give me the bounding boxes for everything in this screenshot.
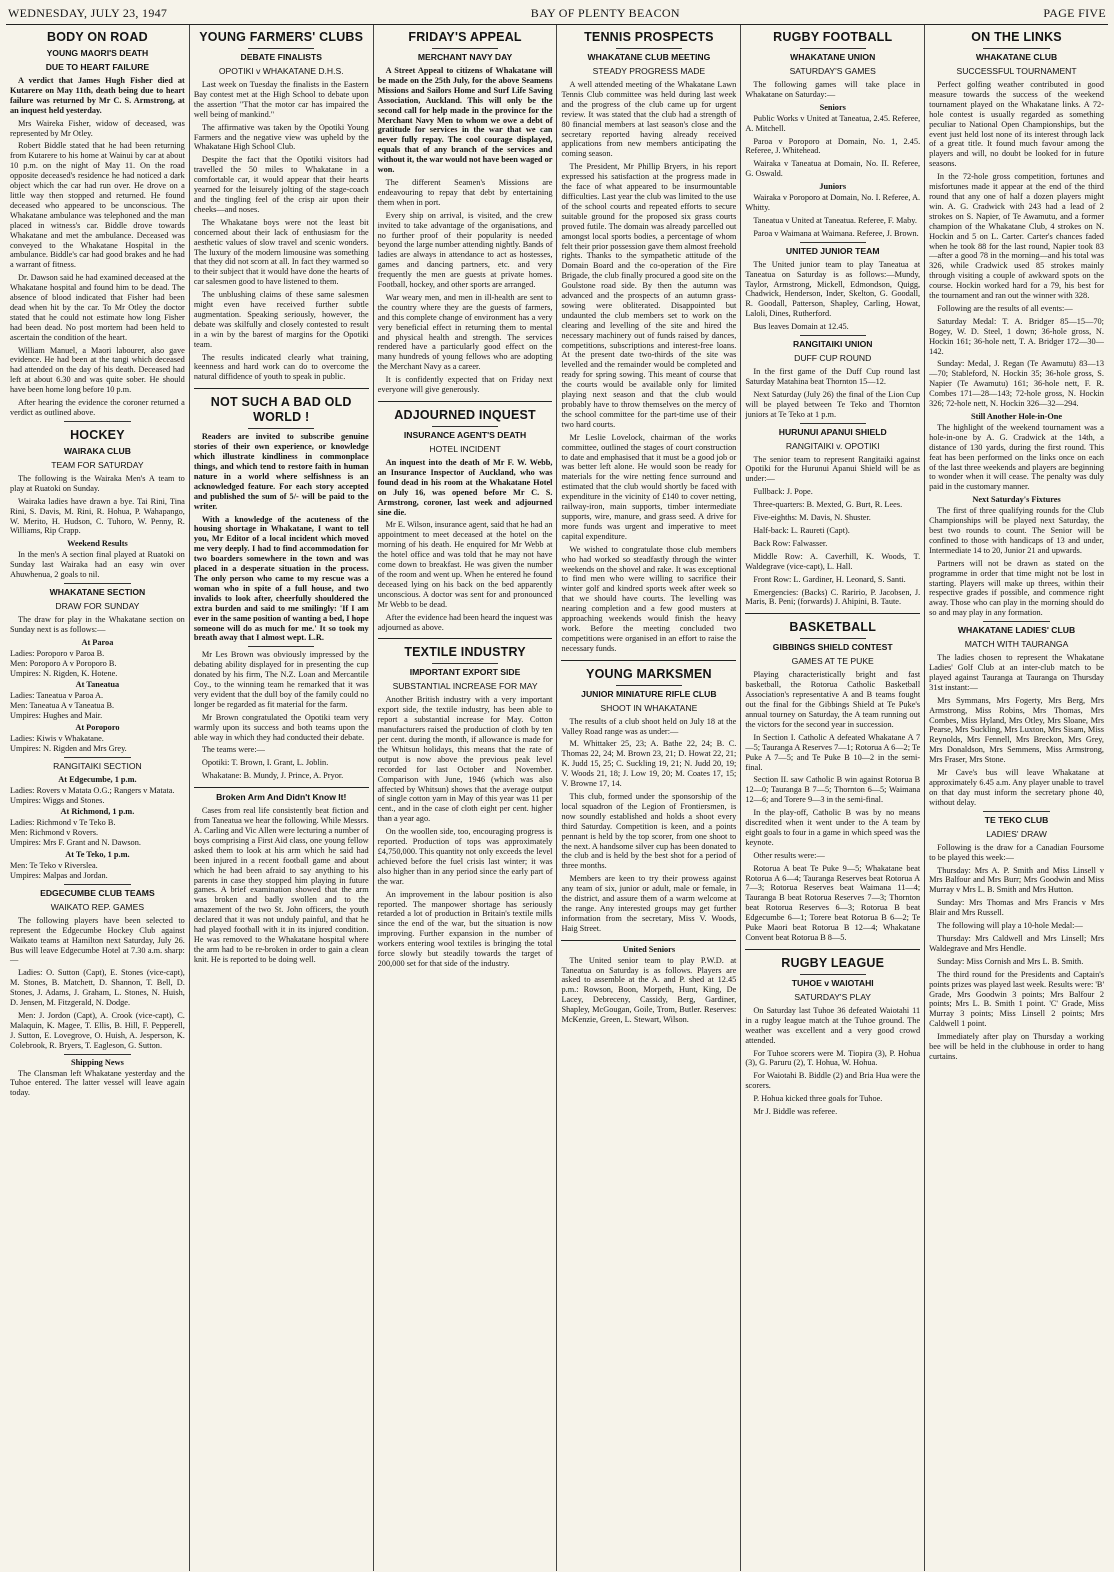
article-subheading: DEBATE FINALISTS [240,52,322,62]
article-subheading: WHAKATANE CLUB [975,52,1058,62]
body-paragraph: Mr Brown congratulated the Opotiki team very warmly upon its success and both teams upon the able way in which they had conducted their debate. [193,712,369,742]
columns [6,25,1108,1571]
body-paragraph: The different Seamen's Missions are endeavouring to repay that debt by entertaining them when in port. [377,177,553,207]
article-subheading: WHAKATANE SECTION [49,586,146,597]
article-headline: RUGBY FOOTBALL [773,30,893,44]
body-paragraph: Members are keen to try their prowess against any team of six, junior or adult, male or female, in the district, and assure them of a warm welcome at the range. Any interested groups may get further information from the secretary, Miss V. Woods, Haig Street. [561,874,737,933]
divider [64,583,130,584]
article-subheading: WHAKATANE UNION [790,52,876,62]
body-paragraph: Following is the draw for a Canadian Foursome to be played this week:— [929,842,1104,862]
body-paragraph: In Section I. Catholic A defeated Whakatane A 7—5; Tauranga A Reserves 7—1; Rotorua A 6—2; Te Puke A 7—5; and Te Puke B 10—2 in the semi-final. [745,732,921,772]
body-paragraph: Wairaka ladies have drawn a bye. Tai Rini, Tina Rini, S. Davis, M. Rini, R. Hohua, P. Wahapango, W. Merito, H. Hudson, C. Tuhoro, W. Penny, R. Williams, Rip Crapp. [10,496,185,536]
body-paragraph: Partners will not be drawn as stated on the programme in order that time might not be lost in starting. Players will make up threes, within their respective grades if possible, and commence right away. Those who can play in the morning should do so and may play in any formation. [929,558,1104,618]
page-number: PAGE FIVE [1043,6,1106,20]
article-subheading: GIBBINGS SHIELD CONTEST [772,642,893,653]
body-paragraph: Last week on Tuesday the finalists in the Eastern Bay contest met at the High School to debate upon the assertion "That the motor car has impaired the well being of mankind." [193,80,369,119]
list-line: Umpires: N. Rigden and Mrs Grey. [10,743,127,753]
column-1 [6,25,190,1571]
body-paragraph: Mrs Waireka Fisher, widow of deceased, was represented by Mr Otley. [10,118,185,138]
article-subheading: Broken Arm And Didn't Know It! [216,792,347,803]
body-paragraph: Robert Biddle stated that he had been returning from Kutarere to his home at Wainui by car at about 10 p.m. on the night of May 11. On the road opposite deceased's residence he had noticed a dark object which the car had run over. He drove on a little way then stopped and returned. He found deceased who appeared to be unconscious. The Whakatane ambulance was telephoned and the man placed in witness's car. Biddle drove towards Whakatane and met the ambulance. Deceased was conveyed to the Whakatane Hospital in the ambulance. Biddle's car had good brakes and he had a warrant of fitness. [10,141,185,270]
section-heading: Next Saturday's Fixtures [972,495,1061,505]
body-paragraph: This club, formed under the sponsorship of the local squadron of the Legion of Frontiersmen, is now soundly established and holds a shoot every third Saturday. Competition is keen, and a points pennant is held by the top scorer, from one shoot to the next. A handsome silver cup has been donated to the club and is held by the best shot for a period of three months. [561,792,737,871]
list-line: Umpires: Mrs F. Grant and N. Dawson. [10,838,141,848]
article-subheading: DRAW FOR SUNDAY [55,600,140,611]
article-subheading: WAIKATO REP. GAMES [50,901,145,912]
body-paragraph: Mr Cave's bus will leave Whakatane at approximately 6.45 a.m. Any player unable to travel on that day must inform the secretary phone 40, without delay. [929,768,1104,807]
divider [248,646,314,647]
list-line: Ladies: Taneatua v Paroa A. [10,691,104,701]
body-paragraph: The following players have been selected to represent the Edgecumbe Hockey Club against Waikato teams at Hamilton next Saturday, July 26. Bus will leave Edgecumbe Hotel at 7.30 a.m. sharp:— [10,915,185,965]
article-subheading: RANGITAIKI SECTION [53,760,142,771]
body-paragraph: The teams were:— [201,745,265,755]
body-paragraph: Wairaka v Taneatua at Domain, No. II. Referee, G. Oswald. [745,159,921,179]
lead-paragraph: A verdict that James Hugh Fisher died at Kutarere on May 11th, death being due to heart failure was returned by Mr C. S. Armstrong, at an inquest held yesterday. [10,76,185,115]
list-line: Ladies: Poroporo v Paroa B. [10,648,105,658]
list-line: Umpires: Hughes and Mair. [10,711,103,721]
divider [432,663,498,664]
divider [194,388,369,389]
body-paragraph: Other results were:— [753,850,825,860]
article-subheading: MERCHANT NAVY DAY [417,52,513,62]
divider [378,638,553,639]
body-paragraph: Mr E. Wilson, insurance agent, said that he had an appointment to meet deceased at the hotel on the morning of his death. He enquired for Mr Webb at the hotel office and was told that he may not have come down to breakfast. He was given the number of the room and went up. When he entered he found deceased lying on his back on the bed apparently unconscious. A doctor was sent for and pronounced Mr Webb to be dead. [377,520,553,609]
body-paragraph: Back Row: Falwasser. [753,538,828,548]
article-subheading: RANGITAIKI UNION [792,339,873,350]
body-paragraph: The President, Mr Phillip Bryers, in his report expressed his satisfaction at the progress made in the face of what appeared to be insurmountable difficulties. Last year the club was limited to the use of the school courts and repeated efforts to secure suitable ground for the proposed six grass courts proved futile. The domain was already parcelled out amongst local sports bodies, a percentage of whom felt their prior possession gave them almost freehold rights. Thanks to the sympathetic attitude of the Domain Board and the co-operation of the Fire Brigade, the club finally procured a good site on the Goulstone road side. By then the autumn was advanced and the prospects of an autumn grass-sowing were obliterated. Disappointed but undaunted the club members set to work on the clearing and levelling of the site and hired the necessary machinery out of funds raised by dances, competitions, subscriptions and interest-free loans. At the present date two-thirds of the site was levelled and the remainder would be completed and ready for spring sowing. This meant of course that the courts would be available only for limited playing next season and that the club would probably have to throw themselves on the mercy of the school committee for the part-time use of their two hard courts. [561,162,737,429]
body-paragraph: Playing characteristically bright and fast basketball, the Rotorua Catholic Basketball Association's representative A and B teams fought out the final for the Gibbings Shield at Te Puke's annual tourney on Saturday, the A team running out the victors for the second year in succession. [745,670,921,729]
section-heading: At Edgecumbe, 1 p.m. [58,774,137,784]
body-paragraph: Dr. Dawson said he had examined deceased at the Whakatane hospital and found him to be dead. The absence of blood indicated that Fisher had been dead when hit by the car. To Mr Otley the doctor stated that he could not estimate how long Fisher had been dead. No post mortem had been held to ascertain the condition of the heart. [10,273,185,342]
body-paragraph: The United senior team to play P.W.D. at Taneatua on Saturday is as follows. Players are asked to assemble at the A. and P. shed at 12.45 p.m.: Rowson, Boon, Morpeth, Hunt, King, De Lacey, Debreceny, Cassidy, Berg, Gardiner, Shapley, McGougan, Goile, Trom, Butler. Reserves: McKenzie, Green, L. Stewart, Wilson. [561,955,737,1025]
body-paragraph: The ladies chosen to represent the Whakatane Ladies' Golf Club at an inter-club match to be played against Tauranga at Tauranga on Thursday 31st instant:— [929,653,1104,692]
body-paragraph: Taneatua v United at Taneatua. Referee, F. Maby. [753,215,917,225]
body-paragraph: An improvement in the labour position is also reported. The manpower shortage has seriously retarded a lot of production in Britain's textile mills since the end of the war, but the situation is now improving. Further expansion in the number of workers entering wool textiles is bringing the total force slowly but steadily towards the target of 200,000 set for that side of the industry. [377,889,553,968]
body-paragraph: The first of three qualifying rounds for the Club Championships will be played next Saturday, the best two rounds to count. The Senior will be confined to those with handicaps of 13 and under, Intermediate 14 to 20, Junior 21 and upwards. [929,506,1104,555]
body-paragraph: William Manuel, a Maori labourer, also gave evidence. He had been at the tangi which deceased had attended on the day of his death. Deceased had left at about 6.30 and was quite sober. He should have been home long before 10 p.m. [10,345,185,395]
article-subheading: SUCCESSFUL TOURNAMENT [956,66,1077,76]
article-subheading: SHOOT IN WHAKATANE [600,702,698,713]
section-heading: United Seniors [622,944,676,954]
list-line: Ladies: Rovers v Matata O.G.; Rangers v Matata. [10,785,175,795]
body-paragraph: Mrs Symmans, Mrs Fogerty, Mrs Berg, Mrs Armstrong, Miss Robins, Mrs Thomas, Mrs Combes, Miss Hyland, Mrs Otley, Mrs Sloane, Mrs Pearse, Mrs Suckling, Mrs Luxton, Mrs Sisam, Miss Reynolds, Mrs Fennell, Mrs Breckon, Mrs Grey, Mrs Donaldson, Mrs Semmens, Miss Armstrong, Mrs Fraser, Mrs Stone. [929,695,1104,765]
list-line: Men: Taneatua A v Taneatua B. [10,701,115,711]
article-subheading: LADIES' DRAW [986,828,1047,839]
body-paragraph: Despite the fact that the Opotiki visitors had travelled the 50 miles to Whakatane in a comfortable car, it would appear that their hearts yearned for the leisurely jolting of the stage-coach and the tingling feel of the crisp air upon their cheeks—and noses. [193,155,369,214]
divider [800,335,866,336]
section-heading: At Richmond, 1 p.m. [60,807,135,817]
lead-paragraph: With a knowledge of the acuteness of the housing shortage in Whakatane, I want to tell you, Mr Editor of a local incident which moved me very deeply. I had to find accommodation for two boarders somewhere in the town and was placed in a desperate situation in the process. The only person who came to my rescue was a woman who in spite of a full house, and two invalids to look after, cheerfully shouldered the extra burden and said to me smilingly: 'If I am ever in the same position of wanting a bed, I hope someone will do as much for me.' It so took my breath away that I almost wept. L.R. [193,514,369,643]
list-line: Umpires: N. Rigden, K. Hotene. [10,668,118,678]
list-line: Umpires: Malpas and Jordan. [10,870,108,880]
body-paragraph: M. Whittaker 25, 23; A. Bathe 22, 24; B. C. Thomas 22, 24; M. Brown 23, 21; D. Howat 22, 21; K. Judd 15, 25; C. Suckling 19, 21; N. Judd 20, 19; V. Woods 21, 18; J. Low 19, 20; M. Coates 17, 15; V. Browne 17, 14. [561,739,737,789]
body-paragraph: Immediately after play on Thursday a working bee will be held in the clubhouse in order to hang curtains. [929,1032,1104,1061]
body-paragraph: After hearing the evidence the coroner returned a verdict as outlined above. [10,398,185,417]
body-paragraph: Sunday: Medal, J. Regan (Te Awamutu) 83—13—70; Stableford, N. Hockin 35; 36-hole gross, S. Napier (Te Awamutu) 161; 36-hole nett, F. R. Combes 171—28—143; 72-hole gross, N. Hockin 326; 72-hole nett, N. Hockin 326—32—294. [929,359,1104,409]
article-subheading: RANGITAIKI v. OPOTIKI [785,440,880,451]
article-subheading: TUHOE v WAIOTAHI [791,977,874,988]
section-heading: Seniors [819,102,846,112]
body-paragraph: We wished to congratulate those club members who had worked so steadfastly through the winter weekends on the shovel and rake. It was exceptional to find men who were willing to sacrifice their winter golf and kindred sports week after week so that we should have courts. The levelling was nearing completion and a few good musters at approaching weekends would finish the heavy work. Before the meeting concluded two competitions were organised in an effort to raise the necessary funds. [561,544,737,653]
body-paragraph: Three-quarters: B. Mexted, G. Burt, R. Lees. [753,500,903,510]
body-paragraph: Wairaka v Poroporo at Domain, No. I. Referee, A. Whitty. [745,193,921,212]
divider [248,428,314,429]
article-subheading: STEADY PROGRESS MADE [592,66,706,76]
body-paragraph: The third round for the Presidents and Captain's points prizes was played last week. Results were: 'B' Grade, Mrs Goodwin 3 points; Mrs Balfour 2 points; Mrs L. B. Smith 1 point. 'C' Grade, Miss Murray 3 points; Miss Linsell 2 points; Mrs Caldwell 1 point. [929,969,1104,1029]
body-paragraph: The draw for play in the Whakatane section on Sunday next is as follows:— [10,614,185,634]
divider [983,48,1049,49]
body-paragraph: It is confidently expected that on Friday next everyone will give generously. [377,375,553,395]
body-paragraph: Paroa v Waimana at Waimana. Referee, J. Brown. [753,228,919,238]
body-paragraph: Cases from real life consistently beat fiction and from Taneatua we hear the following. While Messrs. A. Carling and Vic Allen were lecturing a number of boys comprising a First Aid class, one young fellow asked them to look at his arm which he said had been injured in a recent football game and about which he had been afraid to say anything to his parents in case they stopped him playing in future games. A brief examination showed that the arm was broken and badly swollen and to the amazement of the two St. John officers, the youth declared that it was not unduly painful, and that he had played football with it in its injured condition. He was removed to the Whakatane hospital where the arm had to be re-broken in order to gain a clean knit. He is reported to be doing well. [193,806,369,964]
article-headline: YOUNG MARKSMEN [586,666,712,681]
body-paragraph: The unblushing claims of these same salesmen might even have received further subtle augmentation. Speaking seriously, however, the debate was skilfully and closely contested to result in a win by the barest of margins for the Opotiki team. [193,290,369,349]
article-headline: ON THE LINKS [971,30,1062,44]
body-paragraph: Half-back: L. Raureti (Capt). [753,526,850,535]
section-heading: At Paroa [81,637,114,647]
list-line: Umpires: Wiggs and Stones. [10,795,105,805]
body-paragraph: Opotiki: T. Brown, I. Grant, L. Joblin. [201,758,329,768]
body-paragraph: The following is the Wairaka Men's A team to play at Ruatoki on Sunday. [10,473,185,493]
body-paragraph: In the men's A section final played at Ruatoki on Sunday last Wairaka had an easy win over Ahuwhenua, 2 goals to nil. [10,550,185,580]
body-paragraph: War weary men, and men in ill-health are sent to the country where they are the guests of farmers, and this complete change of environment has a very very beneficial effect in returning them to mental and physical health and strength. The services rendered have a particularly good effect on the many hundreds of young fellows who are adopting the Merchant Navy as a career. [377,292,553,372]
divider [983,811,1049,812]
article-subheading: SATURDAY'S PLAY [794,991,872,1002]
body-paragraph: The affirmative was taken by the Opotiki Young Farmers and the negative view was upheld by the Whakatane High School Club. [193,122,369,152]
body-paragraph: The Whakatane boys were not the least bit concerned about their lack of enthusiasm for the aesthetic values of slow travel and scenic wonders. The luxury of the modern limousine was something that they did not scorn at all. In fact they warmed so to their subject that it would have done the hearts of car salesmen good to have listened to them. [193,217,369,287]
divider [64,757,130,758]
body-paragraph: P. Hohua kicked three goals for Tuhoe. [753,1094,883,1104]
list-line: Men: Te Teko v Riverslea. [10,861,98,870]
divider [800,638,866,639]
body-paragraph: For Tuhoe scorers were M. Tiopira (3), P. Hohua (3), G. Paruru (2), T. Hohua, W. Hohua. [745,1048,921,1068]
section-heading: At Poroporo [75,723,120,733]
body-paragraph: The results indicated clearly what training, keenness and hard work can do to overcome the natural diffidence of youth to speak in public. [193,352,369,382]
divider [432,426,498,427]
body-paragraph: After the evidence had been heard the inquest was adjourned as above. [377,612,553,632]
list-line: Men: Richmond v Rovers. [10,828,99,838]
divider [248,48,314,49]
newspaper-title: BAY OF PLENTY BEACON [530,6,680,20]
body-paragraph: The following will play a 10-hole Medal:— [937,921,1083,931]
body-paragraph: Mr Leslie Lovelock, chairman of the works committee, outlined the stages of court construction to date and emphasised that it must be a good job or was better left alone. He would soon be ready for materials for the wire netting fence surround and estimated that the club would shortly be faced with expenditure in the vicinity of £140 to cover netting, railway-iron, main supports, timber intermediate supports, wire, manure, and grass seed. A drive for more funds was urgent and imperative to meet capital expenditure. [561,432,737,541]
section-heading: At Te Teko, 1 p.m. [65,850,130,860]
body-paragraph: Saturday Medal: T. A. Bridger 85—15—70; Bogey, W. D. Steel, 1 down; 36-hole gross, N. Hockin 161; 36-hole nett, T. A. Bridger 172—30—142. [929,316,1104,356]
column-3 [374,25,558,1571]
list-line: Men: Poroporo A v Poroporo B. [10,658,117,668]
article-subheading: EDGECUMBE CLUB TEAMS [40,887,155,898]
body-paragraph: Following are the results of all events:— [937,303,1073,313]
body-paragraph: The highlight of the weekend tournament was a hole-in-one by A. G. Cradwick at the 14th, a distance of 130 yards, during the first round. This feat has been performed on the links once on each of the last three weekends and players are beginning to wonder when it will cease. The penalty was duly paid in the customary manner. [929,422,1104,492]
divider [800,242,866,243]
article-headline: BODY ON ROAD [47,30,148,44]
article-subheading: JUNIOR MINIATURE RIFLE CLUB [581,688,717,699]
divider [194,787,369,788]
body-paragraph: The senior team to represent Rangitaiki against Opotiki for the Hurunui Apanui Shield will be as under:— [745,454,921,484]
article-headline: ADJOURNED INQUEST [394,408,536,422]
article-subheading: UNITED JUNIOR TEAM [785,245,880,256]
divider [561,940,736,941]
article-subheading: WHAKATANE LADIES' CLUB [957,625,1076,636]
divider [800,423,866,424]
article-subheading: HURUNUI APANUI SHIELD [778,426,887,437]
column-4 [557,25,741,1571]
body-paragraph: Sunday: Miss Cornish and Mrs L. B. Smith. [937,956,1084,966]
column-5 [741,25,925,1571]
body-paragraph: Five-eighths: M. Davis, N. Shuster. [753,513,871,523]
article-headline: TEXTILE INDUSTRY [404,645,526,660]
divider [432,48,498,49]
body-paragraph: Paroa v Poroporo at Domain, No. 1, 2.45. Referee, J. Whitehead. [745,136,921,156]
divider [561,660,736,661]
masthead [6,6,1108,25]
divider [800,974,866,975]
body-paragraph: Next Saturday (July 26) the final of the Lion Cup will be played between Te Teko and Thornton juniors at Te Teko at 1 p.m. [745,389,921,419]
body-paragraph: Whakatane: B. Mundy, J. Prince, A. Pryor. [201,771,344,781]
lead-paragraph: Readers are invited to subscribe genuine stories of their own experience, or knowledge which illustrate kindliness in commonplace things, and which tend to restore faith in human nature in a world where selfishness is an acknowledged feature. For each story accepted and published the sum of 5/- will be paid to the writer. [193,432,369,511]
issue-date: WEDNESDAY, JULY 23, 1947 [8,6,168,20]
article-headline: FRIDAY'S APPEAL [408,30,522,44]
article-subheading: YOUNG MAORI'S DEATH [46,48,149,58]
divider [616,48,682,49]
article-subheading: WHAKATANE CLUB MEETING [587,52,711,62]
article-headline: RUGBY LEAGUE [781,955,885,970]
body-paragraph: For Waiotahi B. Biddle (2) and Bria Hua were the scorers. [745,1071,921,1091]
divider [745,613,920,614]
article-headline: NOT SUCH A BAD OLD WORLD ! [210,395,352,425]
article-subheading: DUE TO HEART FAILURE [45,62,150,72]
article-subheading: DUFF CUP ROUND [794,353,872,364]
column-2 [190,25,374,1571]
article-subheading: OPOTIKI v WHAKATANE D.H.S. [218,66,344,76]
article-subheading: TEAM FOR SATURDAY [51,459,144,470]
divider [800,48,866,49]
body-paragraph: Another British industry with a very important export side, the textile industry, has been able to report a substantial increase for May. Cotton manufacturers raised the production of cloth by ten per cent. during the month, if allowance is made for the Whitsun holidays, this means that the rate of output is now above the previous peak level recorded for last October and November. Comparison with June, 1946 (which was also affected by Whitsun) shows that the average output of single cotton yarn in May of this year was 11 per cent., and in the case of cloth eight per cent. higher than a year ago. [377,695,553,824]
section-heading: Shipping News [71,1057,124,1067]
divider [64,1054,130,1055]
body-paragraph: Men: J. Jordon (Capt), A. Crook (vice-capt), C. Malaquin, K. Magee, T. Ellis, B. Hill, F. Pepperell, J. Sutton, E. Lovegrove, O. Huish, A. Jesperson, K. Colebrook, R. Bryers, T. Eagleson, G. Sutton. [10,1010,185,1050]
body-paragraph: Front Row: L. Gardiner, H. Leonard, S. Santi. [753,574,906,584]
divider [616,685,682,686]
body-paragraph: Bus leaves Domain at 12.45. [753,322,849,332]
body-paragraph: Mr J. Biddle was referee. [753,1107,838,1117]
article-subheading: SUBSTANTIAL INCREASE FOR MAY [392,681,538,692]
body-paragraph: Sunday: Mrs Thomas and Mrs Francis v Mrs Blair and Mrs Russell. [929,898,1104,918]
article-subheading: GAMES AT TE PUKE [791,656,874,667]
body-paragraph: In the play-off, Catholic B was by no means discredited when it went under to the A team by eight goals to four in a game in which speed was the keynote. [745,808,921,847]
article-headline: YOUNG FARMERS' CLUBS [199,30,364,44]
divider [745,949,920,950]
lead-paragraph: A Street Appeal to citizens of Whakatane will be made on the 25th July, for the above Seamens Missions and Sailors Home and Surf Life Saving Association, Auckland. This will only be the second call for help made in the province for the Merchant Navy Men to whom we owe a debt of gratitude for services in the war that we can never fully repay. The cool courage displayed, equals that of any branch of the services and without it, the war would not have been waged or won. [377,66,553,175]
body-paragraph: Middle Row: A. Caverhill, K. Woods, T. Waldegrave (vice-capt), L. Hall. [745,551,921,571]
body-paragraph: In the first game of the Duff Cup round last Saturday Matahina beat Thornton 15—12. [745,367,921,386]
body-paragraph: Section II. saw Catholic B win against Rotorua B 12—0; Tauranga B 7—5; Thornton 6—5; Waimana 12—6; and Torere 9—3 in the semi-final. [745,775,921,805]
section-heading: At Taneatua [75,680,120,690]
body-paragraph: Emergencies: (Backs) C. Raririo, P. Jacobsen, J. Maris, B. Peni; (forwards) J. Ahipini, B. Taute. [745,587,921,607]
divider [983,621,1049,622]
body-paragraph: Thursday: Mrs A. P. Smith and Miss Linsell v Mrs Balfour and Mrs Burr; Mrs Goodwin and Miss Murray v Mrs L. B. Smith and Mrs Hutton. [929,865,1104,895]
article-subheading: TE TEKO CLUB [984,814,1049,825]
column-6 [925,25,1108,1571]
list-line: Ladies: Richmond v Te Teko B. [10,818,116,828]
divider [64,884,130,885]
section-heading: Weekend Results [67,539,128,549]
article-subheading: WAIRAKA CLUB [63,445,131,456]
divider [378,401,553,402]
section-heading: Juniors [819,182,847,192]
body-paragraph: On the woollen side, too, encouraging progress is reported. Production of tops was approximately £4,750,000. This quantity not only exceeds the level achieved before the fuel crisis last winter; it was also higher than in any period since the early part of the war. [377,827,553,886]
body-paragraph: The Clansman left Whakatane yesterday and the Tuhoe entered. The latter vessel will leave again today. [10,1068,185,1098]
article-subheading: SATURDAY'S GAMES [789,66,876,76]
article-subheading: INSURANCE AGENT'S DEATH [403,430,527,440]
body-paragraph: Perfect golfing weather contributed in good measure towards the success of the weekend tournament played on the Whakatane links. A 72-hole contest is usually regarded as something peculiar to National Open Championships, but the event just held lost none of its interest through lack of a great title. It found much favour among the players and will, no doubt be looked for in future seasons. [929,80,1104,169]
body-paragraph: Thursday: Mrs Caldwell and Mrs Linsell; Mrs Waldegrave and Mrs Hendle. [929,933,1104,953]
article-headline: BASKETBALL [789,620,877,635]
body-paragraph: Every ship on arrival, is visited, and the crew invited to take advantage of the organisations, and no further proof of their popularity is needed beyond the large number attending nightly. Bands of ladies are always in attendance to act as hostesses, games and dancing partners, etc. and very frequently the men are guests at private homes. Football, hockey, and other sports are arranged. [377,210,553,290]
article-subheading: MATCH WITH TAURANGA [964,639,1069,650]
body-paragraph: Mr Les Brown was obviously impressed by the debating ability displayed for in presenting the cup donated by his firm, The N.Z. Loan and Mercantile Coy., to the winning team he remarked that it was very evident that the dull boy of the family could no longer be regarded as fit material for the farm. [193,650,369,709]
body-paragraph: A well attended meeting of the Whakatane Lawn Tennis Club committee was held during last week and the progress of the club came up for urgent review. It was stated that the club had a strength of 80 financial members at last season's close and the secretary reported having already received applications from new members anticipating the coming season. [561,80,737,159]
lead-paragraph: An inquest into the death of Mr F. W. Webb, an Insurance Inspector of Auckland, who was found dead in his room at the Whakatane Hotel on July 16, was opened before Mr C. S. Armstrong, coroner, last week and adjourned sine die. [377,458,553,517]
article-subheading: IMPORTANT EXPORT SIDE [409,667,521,678]
article-subheading: HOTEL INCIDENT [429,444,501,454]
body-paragraph: Public Works v United at Taneatua, 2.45. Referee, A. Mitchell. [745,113,921,133]
body-paragraph: The following games will take place in Whakatane on Saturday:— [745,80,921,99]
divider [64,421,130,422]
body-paragraph: In the 72-hole gross competition, fortunes and misfortunes made it appear at the end of the third round that any one of half a dozen players might win. A. G. Cradwick with 243 had a lead of 2 strokes on S. Napier, of Te Awamutu, and a former champion of the Whakatane Club, 4 strokes on N. Hockin and 5 on L. Carter. Carter's chances faded when he took 88 for the last round, Napier took 83—after a good 78 in the morning—and his total was 326, while Cradwick used 85 strokes mainly through visiting a couple of awkward spots on the course. Hockin worked hard for a 79, his best for the tournament and ran out the winner with 328. [929,172,1104,301]
body-paragraph: On Saturday last Tuhoe 36 defeated Waiotahi 11 in a rugby league match at the Tuhoe ground. The weather was excellent and a very good crowd attended. [745,1005,921,1045]
section-heading: Still Another Hole-in-One [970,412,1063,421]
body-paragraph: Fullback: J. Pope. [753,487,813,497]
body-paragraph: The results of a club shoot held on July 18 at the Valley Road range was as under:— [561,716,737,736]
body-paragraph: The United junior team to play Taneatua at Taneatua on Saturday is as follows:—Mundy, Taylor, Armstrong, Mickell, Edmondson, Quigg, Chadwick, Henderson, Inder, Skelton, G. Goodall, R. Goodall, Patterson, Shapley, Carling, Howat, Laloli, Dines, Rutherford. [745,259,921,319]
list-line: Ladies: Kiwis v Whakatane. [10,733,104,743]
article-headline: HOCKEY [70,427,125,442]
body-paragraph: Rotorua A beat Te Puke 9—5; Whakatane beat Rotorua A 6—4; Tauranga Reserves beat Rotorua A 7—3; Rotorua Reserves beat Waimana 11—4; Tauranga B beat Rotorua Reserves 7—3; Thornton beat Rotorua Reserves 6—3; Rotorua B beat Edgecumbe 6—1; Torere beat Rotorua B 6—2; Te Puke Maori beat Rotorua B 12—4; Whakatane Convent beat Rotorua B 8—5. [745,863,921,942]
body-paragraph: Ladies: O. Sutton (Capt), E. Stones (vice-capt), M. Stones, B. Matchett, D. Shannon, T. Bell, D. Stones, J. Adams, J. Graham, L. Stones, N. Huish, D. Jensen, M. Fitzgerald, N. Dodge. [10,968,185,1008]
article-headline: TENNIS PROSPECTS [584,30,714,44]
